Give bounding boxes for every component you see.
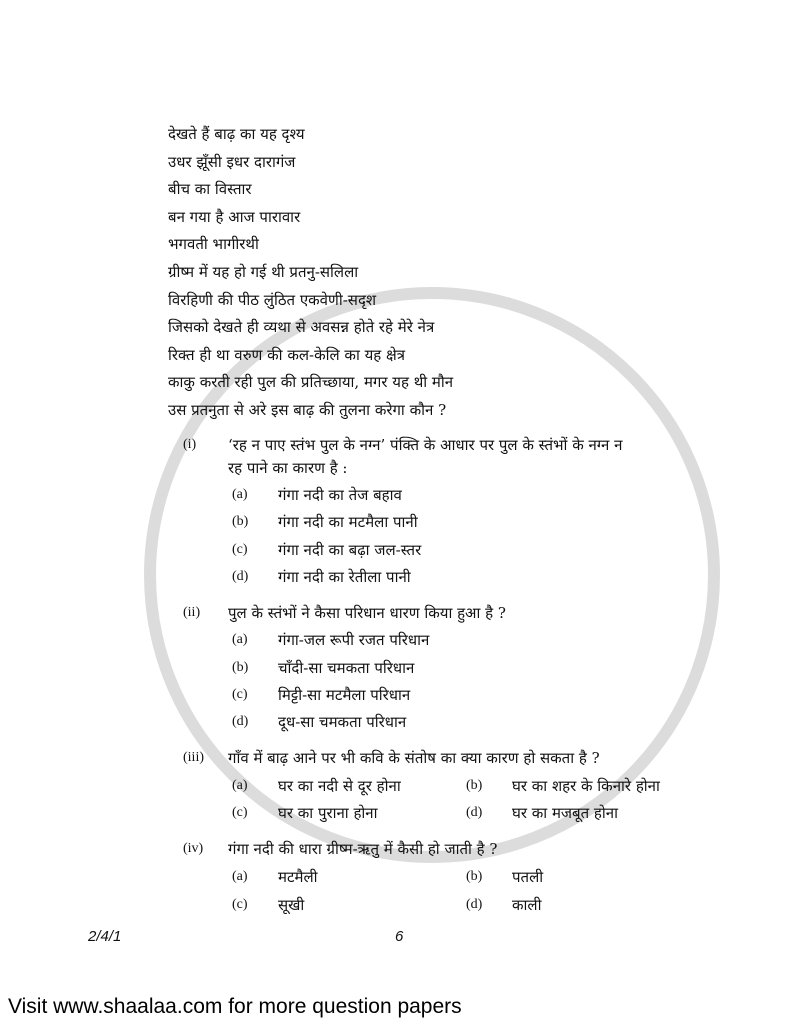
option-label: (a)	[232, 487, 248, 502]
page-number: 6	[395, 928, 404, 945]
question-number: (iii)	[183, 750, 204, 765]
question-number: (iv)	[183, 841, 204, 856]
poem-line: जिसको देखते ही व्यथा से अवसन्न होते रहे मेरे नेत्र	[168, 318, 435, 337]
option-text: मटमैली	[278, 868, 318, 886]
question-text: पुल के स्तंभों ने कैसा परिधान धारण किया हुआ है ?	[228, 604, 506, 622]
option-label: (d)	[466, 897, 483, 912]
option-text: गंगा नदी का मटमैला पानी	[278, 513, 418, 531]
paper-code: 2/4/1	[88, 928, 122, 945]
option-text: गंगा नदी का रेतीला पानी	[278, 568, 411, 586]
option-text: मिट्टी-सा मटमैला परिधान	[278, 686, 411, 704]
poem-line: उधर झूँसी इधर दारागंज	[168, 152, 296, 171]
option-label: (c)	[232, 542, 248, 557]
option-text: घर का मजबूत होना	[512, 804, 618, 822]
option-text: गंगा नदी का बढ़ा जल-स्तर	[278, 541, 422, 559]
visit-link-text: Visit www.shaalaa.com for more question papers	[8, 995, 462, 1018]
option-label: (c)	[232, 687, 248, 702]
option-label: (b)	[232, 660, 249, 675]
question-text-cont: रह पाने का कारण है :	[228, 459, 348, 477]
option-text: घर का नदी से दूर होना	[278, 777, 401, 795]
option-label: (b)	[232, 514, 249, 529]
option-label: (a)	[232, 778, 248, 793]
option-label: (a)	[232, 632, 248, 647]
option-text: घर का शहर के किनारे होना	[512, 777, 660, 795]
option-label: (c)	[232, 805, 248, 820]
poem-line: देखते हैं बाढ़ का यह दृश्य	[168, 125, 305, 143]
poem-line: भगवती भागीरथी	[168, 235, 259, 254]
option-label: (d)	[466, 805, 483, 820]
question-text: गंगा नदी की धारा ग्रीष्म-ऋतु में कैसी हो जाती है ?	[228, 840, 498, 858]
option-text: काली	[512, 896, 542, 914]
question-number: (ii)	[183, 605, 201, 620]
option-text: पतली	[512, 868, 544, 886]
option-text: गंगा-जल रूपी रजत परिधान	[278, 631, 430, 649]
option-text: दूध-सा चमकता परिधान	[278, 713, 407, 731]
poem-line: उस प्रतनुता से अरे इस बाढ़ की तुलना करेगा कौन ?	[168, 401, 447, 419]
question-text: ‘रह न पाए स्तंभ पुल के नग्न’ पंक्ति के आधार पर पुल के स्तंभों के नग्न न	[228, 436, 623, 454]
option-text: सूखी	[278, 896, 305, 914]
option-text: गंगा नदी का तेज बहाव	[278, 486, 402, 504]
question-text: गाँव में बाढ़ आने पर भी कवि के संतोष का क्या कारण हो सकता है ?	[228, 749, 600, 767]
option-label: (c)	[232, 897, 248, 912]
poem-line: बन गया है आज पारावार	[168, 207, 301, 226]
option-label: (d)	[232, 714, 249, 729]
poem-line: काकु करती रही पुल की प्रतिच्छाया, मगर यह थी मौन	[168, 373, 454, 392]
poem-line: बीच का विस्तार	[168, 180, 252, 199]
poem-line: विरहिणी की पीठ लुंठित एकवेणी-सदृश	[168, 290, 377, 309]
option-label: (d)	[232, 569, 249, 584]
question-number: (i)	[183, 437, 197, 452]
option-text: घर का पुराना होना	[278, 804, 378, 822]
option-label: (b)	[466, 778, 483, 793]
poem-line: ग्रीष्म में यह हो गई थी प्रतनु-सलिला	[168, 263, 359, 281]
poem-line: रिक्त ही था वरुण की कल-केलि का यह क्षेत्र	[168, 345, 406, 364]
option-text: चाँदी-सा चमकता परिधान	[278, 659, 415, 677]
option-label: (a)	[232, 869, 248, 884]
option-label: (b)	[466, 869, 483, 884]
